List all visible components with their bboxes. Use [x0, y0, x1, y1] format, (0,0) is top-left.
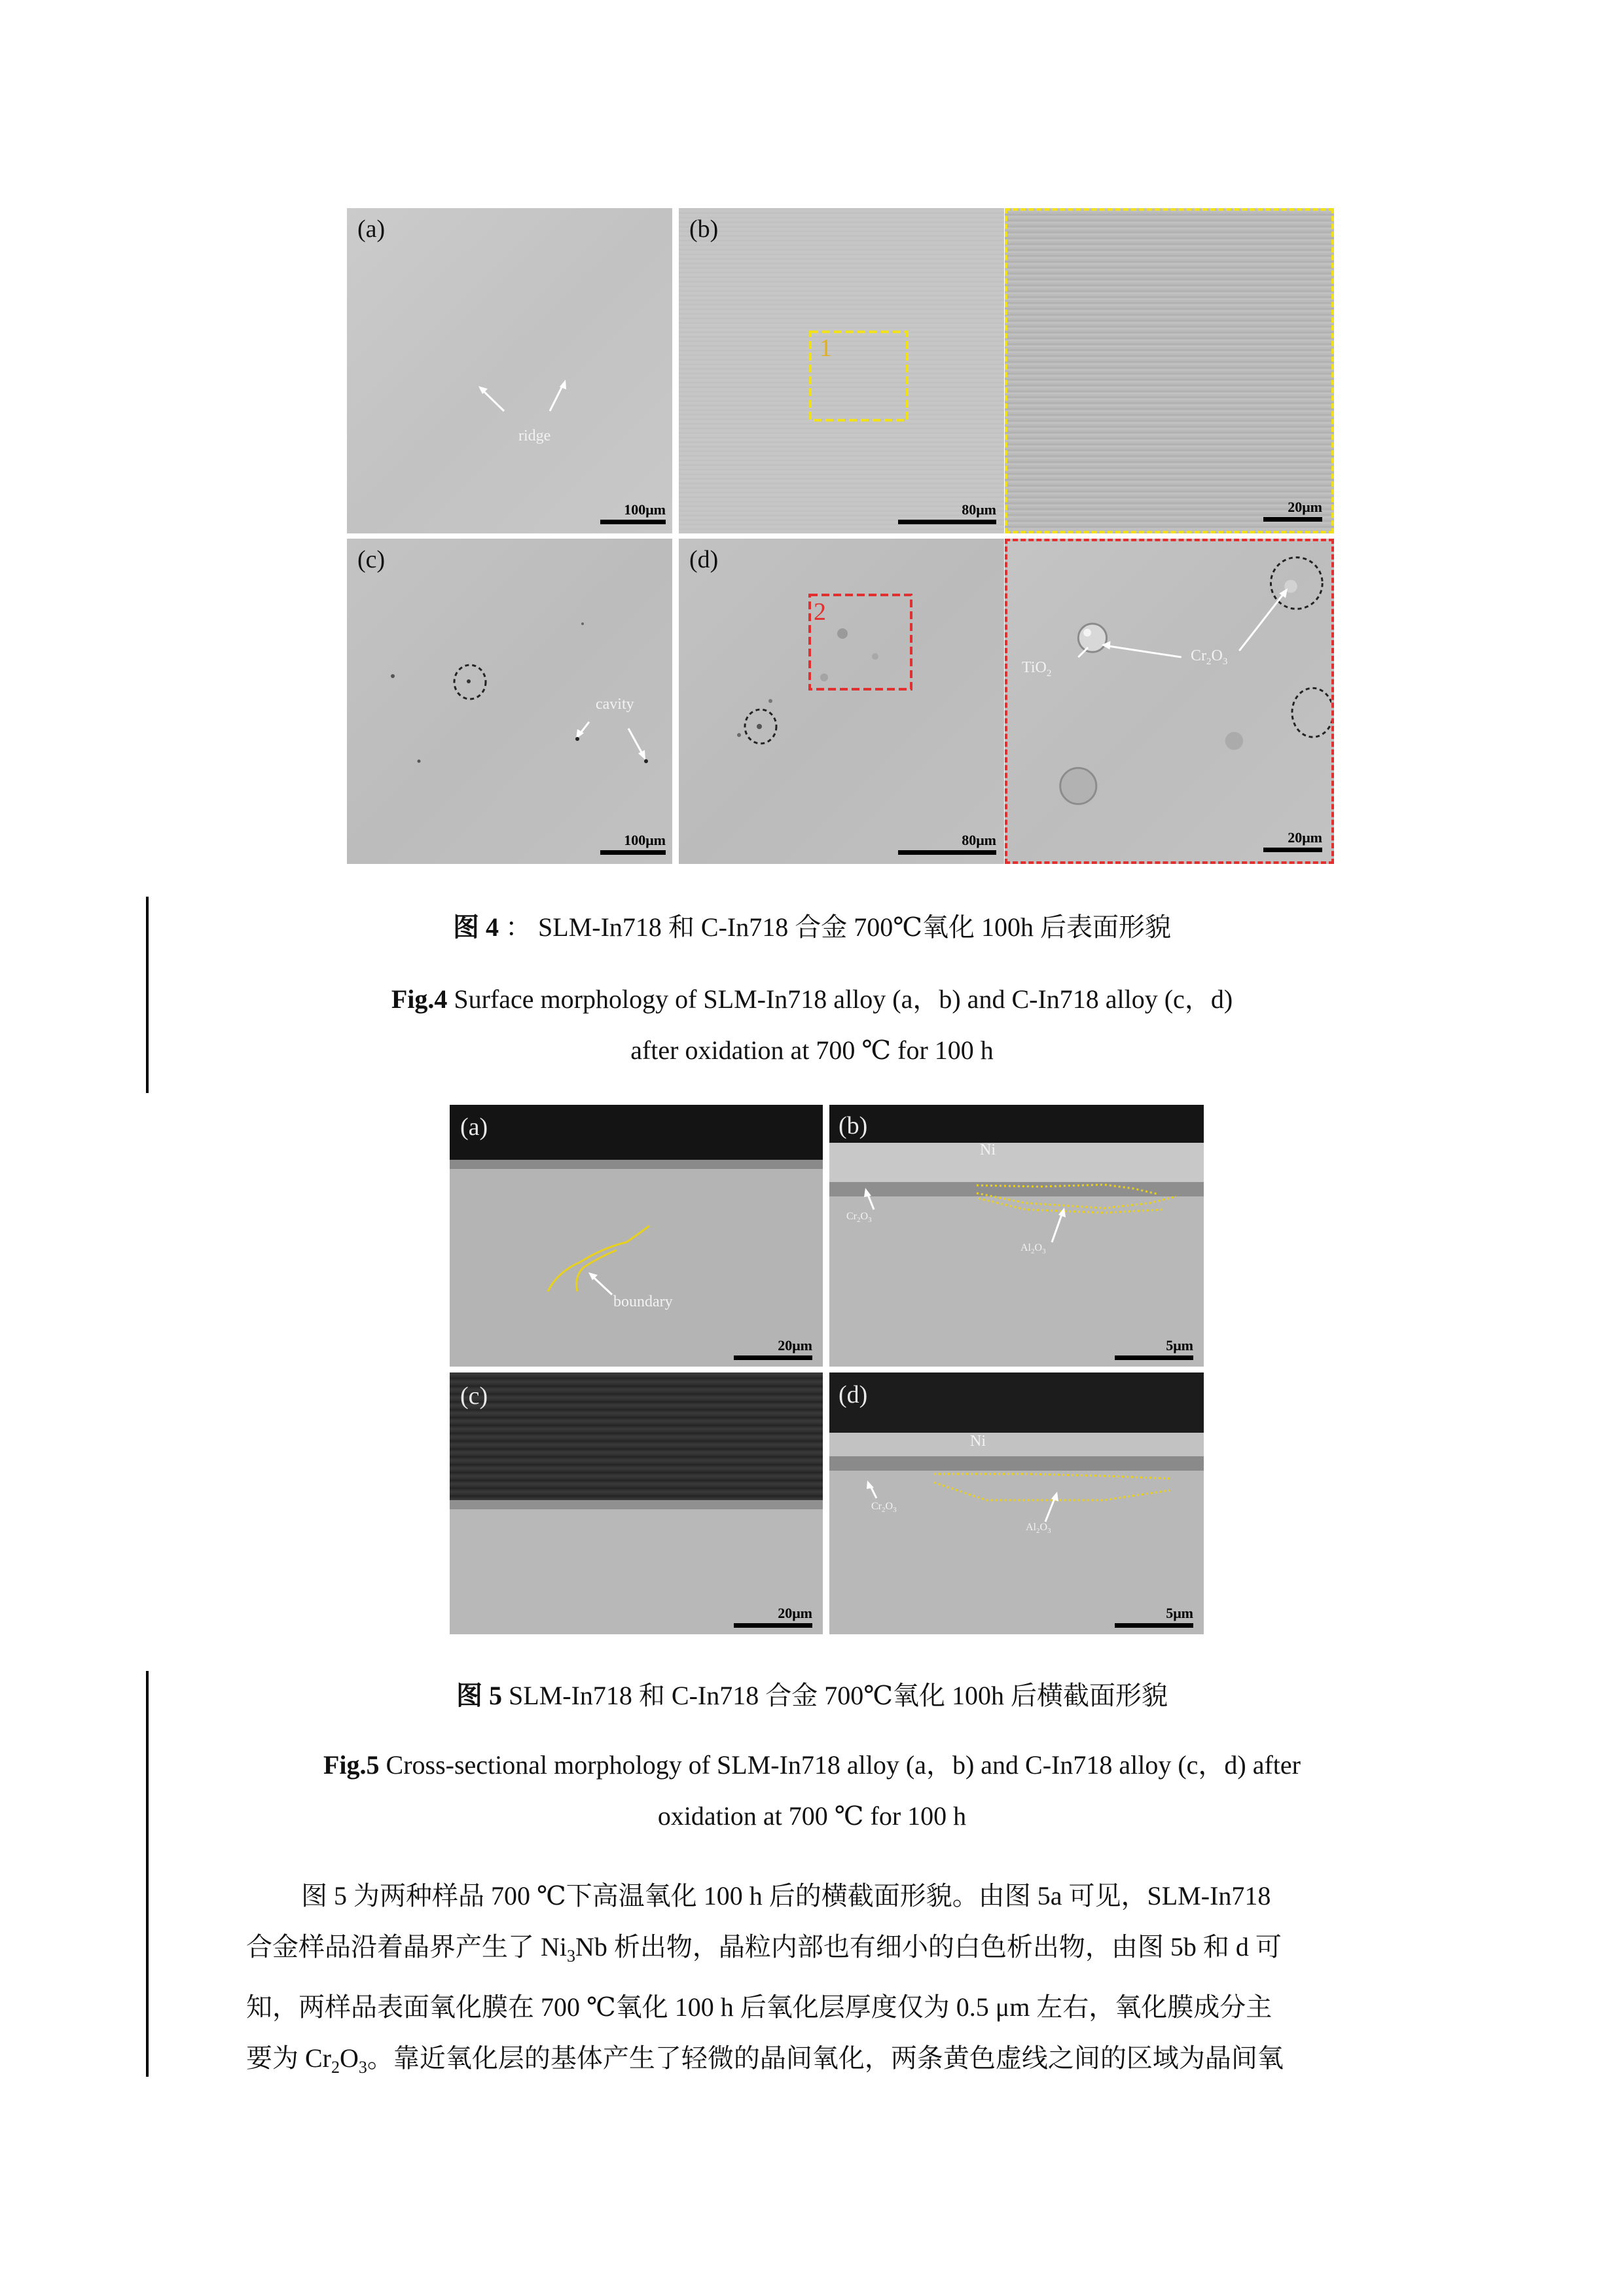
region-marker: 2 — [814, 598, 826, 626]
scale-bar: 5μm — [1115, 1606, 1193, 1628]
panel-label: (c) — [460, 1382, 488, 1410]
fig4-panel-b — [679, 208, 1004, 533]
panel-label: (b) — [689, 215, 719, 243]
fig5-caption-en: Fig.5 Cross-sectional morphology of SLM-In718 alloy (a，b) and C-In718 alloy (c，d) after oxidation at 700 ℃ for 100 h — [323, 1750, 1301, 1831]
region-marker: 1 — [820, 334, 832, 362]
scale-bar: 5μm — [1115, 1338, 1193, 1360]
ni-label: Ni — [980, 1141, 996, 1158]
fig4-panel-b-zoom — [1005, 208, 1334, 533]
body-line: 知，两样品表面氧化膜在 700 ℃氧化 100 h 后氧化层厚度仅为 0.5 μm 左右，氧化膜成分主 — [246, 1992, 1272, 2022]
tio2-label: TiO$_2$ — [1022, 659, 1052, 679]
fig5-panel-a — [450, 1105, 823, 1367]
body-line: 要为 $Cr_2O_3$。靠近氧化层的基体产生了轻微的晶间氧化，两条黄色虚线之间的区域为晶间氧 — [246, 2043, 1284, 2077]
oxide-annotations — [1007, 541, 1331, 861]
cr2o3-label: $Cr_2O_3$ — [846, 1211, 872, 1225]
cavity-label: cavity — [596, 696, 634, 713]
al2o3-label: $Al_2O_3$ — [1026, 1522, 1051, 1535]
cr2o3-label: $Cr_2O_3$ — [1191, 647, 1228, 667]
body-paragraph — [246, 1871, 1385, 2093]
boundary-label: boundary — [613, 1293, 673, 1310]
oxide-boundary-traces — [829, 1105, 1204, 1367]
scale-bar: 20μm — [1263, 831, 1322, 852]
fig4-panel-a — [347, 208, 672, 533]
grain-boundary-trace — [450, 1105, 823, 1367]
fig4-caption-zh: 图 4 ： SLM-In718 和 C-In718 合金 700℃氧化 100h 后表面形貌 — [453, 912, 1171, 942]
zoom-region-box — [679, 208, 1004, 533]
fig4-caption-en: Fig.4 Surface morphology of SLM-In718 alloy (a，b) and C-In718 alloy (c，d) after oxidation at 700 ℃ for 100 h — [391, 984, 1233, 1065]
scale-bar: 20μm — [1263, 500, 1322, 522]
ridge-label: ridge — [518, 427, 551, 444]
ni-label: Ni — [970, 1433, 986, 1450]
zoom-region-box — [679, 539, 1004, 864]
panel-label: (a) — [460, 1113, 488, 1141]
fig5-panel-c — [450, 1372, 823, 1634]
scale-bar: 80μm — [898, 503, 996, 524]
fig5-caption-zh: 图 5 SLM-In718 和 C-In718 合金 700℃氧化 100h 后横截面形貌 — [456, 1681, 1168, 1710]
fig4-panel-c — [347, 539, 672, 864]
fig4-panel-d — [679, 539, 1004, 864]
al2o3-label: $Al_2O_3$ — [1020, 1242, 1046, 1256]
cr2o3-label: $Cr_2O_3$ — [871, 1501, 897, 1515]
body-line: 图 5 为两种样品 700 ℃下高温氧化 100 h 后的横截面形貌。由图 5a 可见，SLM-In718 — [301, 1881, 1271, 1910]
ridge-arrows — [347, 208, 672, 533]
body-line: 合金样品沿着晶界产生了 $Ni_3Nb$ 析出物，晶粒内部也有细小的白色析出物，由图 5b 和 d 可 — [246, 1932, 1282, 1965]
panel-label: (a) — [357, 215, 386, 243]
scale-bar: 80μm — [898, 833, 996, 855]
scale-bar: 20μm — [734, 1606, 812, 1628]
scale-bar: 100μm — [600, 503, 666, 524]
fig5-panel-b — [829, 1105, 1204, 1367]
fig4-panel-d-zoom — [1005, 539, 1334, 864]
panel-label: (b) — [839, 1112, 868, 1139]
fig5-panel-d — [829, 1372, 1204, 1634]
scale-bar: 100μm — [600, 833, 666, 855]
scale-bar: 20μm — [734, 1338, 812, 1360]
panel-label: (d) — [839, 1381, 868, 1408]
change-bar — [146, 1671, 149, 2077]
panel-label: (c) — [357, 546, 386, 573]
panel-label: (d) — [689, 546, 719, 573]
